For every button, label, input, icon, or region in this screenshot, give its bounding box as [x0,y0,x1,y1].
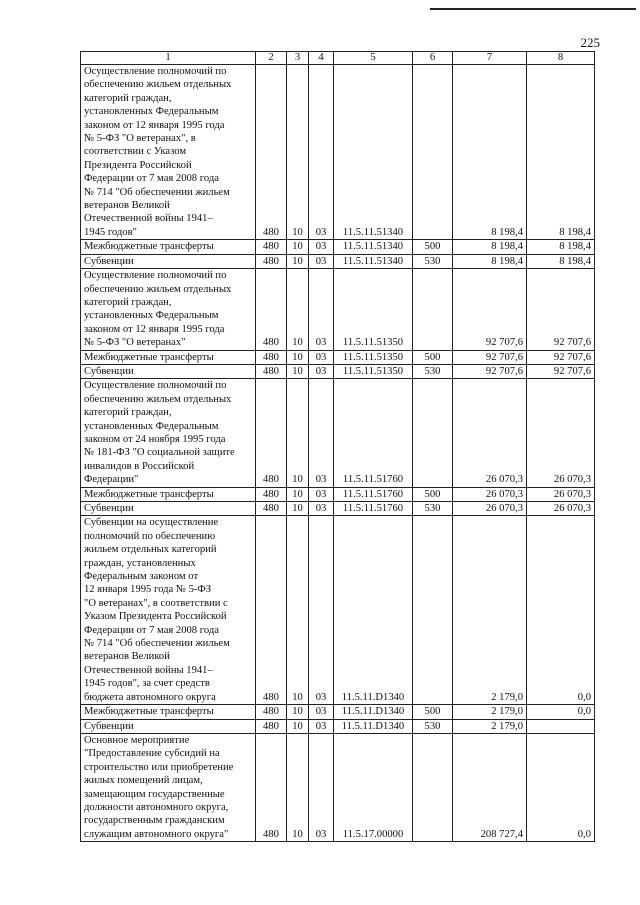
target-article-cell: 11.5.11.D1340 [334,705,413,719]
amount-cell-8: 26 070,3 [527,487,595,501]
code-cell: 480 [256,350,287,364]
expense-type-cell: 500 [413,350,453,364]
amount-cell-8 [527,719,595,733]
section-cell: 10 [287,240,309,254]
amount-cell-7: 26 070,3 [453,502,527,516]
code-cell: 480 [256,733,287,841]
table-header [81,52,595,65]
target-article-cell: 11.5.11.51760 [334,487,413,501]
code-cell: 480 [256,516,287,705]
amount-cell-8: 26 070,3 [527,379,595,487]
expense-type-cell: 530 [413,254,453,268]
row-name-cell: Основное мероприятие "Предоставление субсидий на строительство или приобретение жилых помещений лицам, замещающим государственные должности автономного округа, государственным гражданским служащим автономного округа" [81,733,256,841]
subsection-cell: 03 [309,719,334,733]
amount-cell-7: 26 070,3 [453,379,527,487]
subsection-cell: 03 [309,705,334,719]
expense-type-cell: 500 [413,487,453,501]
code-cell: 480 [256,379,287,487]
table-row [81,254,595,268]
code-cell: 480 [256,254,287,268]
expense-type-cell [413,65,453,240]
code-cell: 480 [256,65,287,240]
amount-cell-7: 26 070,3 [453,487,527,501]
amount-cell-8: 0,0 [527,516,595,705]
table-row [81,487,595,501]
table-row [81,379,595,487]
target-article-cell: 11.5.17.00000 [334,733,413,841]
expense-type-cell [413,269,453,350]
target-article-cell: 11.5.11.51340 [334,254,413,268]
row-name-cell: Межбюджетные трансферты [81,487,256,501]
target-article-cell: 11.5.11.51350 [334,269,413,350]
section-cell: 10 [287,350,309,364]
row-name-cell: Межбюджетные трансферты [81,705,256,719]
amount-cell-7: 2 179,0 [453,516,527,705]
row-name-cell: Субвенции [81,502,256,516]
expense-type-cell [413,379,453,487]
page-number: 225 [580,35,600,50]
target-article-cell: 11.5.11.51350 [334,350,413,364]
target-article-cell: 11.5.11.51340 [334,65,413,240]
column-header-4: 4 [309,52,334,65]
subsection-cell: 03 [309,364,334,378]
section-cell: 10 [287,502,309,516]
column-header-5: 5 [334,52,413,65]
subsection-cell: 03 [309,516,334,705]
table-row [81,733,595,841]
section-cell: 10 [287,733,309,841]
column-header-1: 1 [81,52,256,65]
code-cell: 480 [256,719,287,733]
row-name-cell: Межбюджетные трансферты [81,240,256,254]
expense-type-cell: 530 [413,364,453,378]
amount-cell-8: 0,0 [527,705,595,719]
section-cell: 10 [287,705,309,719]
table-row [81,269,595,350]
section-cell: 10 [287,379,309,487]
code-cell: 480 [256,705,287,719]
amount-cell-7: 8 198,4 [453,65,527,240]
subsection-cell: 03 [309,350,334,364]
row-name-cell: Субвенции на осуществление полномочий по обеспечению жильем отдельных категорий граждан, установленных Федеральным законом от 12 января 1995 года № 5-ФЗ "О ветеранах", в соответствии с Указом Президента Российской Федерации от 7 мая 2008 года № 714 "Об обеспечении жильем ветеранов Великой Отечественной войны 1941– 1945 годов", за счет средств бюджета автономного округа [81,516,256,705]
section-cell: 10 [287,719,309,733]
amount-cell-8: 8 198,4 [527,240,595,254]
table-body [81,65,595,842]
table-row [81,516,595,705]
table-row [81,364,595,378]
amount-cell-8: 8 198,4 [527,254,595,268]
amount-cell-7: 92 707,6 [453,269,527,350]
table-row [81,350,595,364]
row-name-cell: Осуществление полномочий по обеспечению жильем отдельных категорий граждан, установленных Федеральным законом от 24 ноября 1995 года № 181-ФЗ "О социальной защите инвалидов в Российской Федерации" [81,379,256,487]
amount-cell-8: 92 707,6 [527,350,595,364]
table-row [81,719,595,733]
table-row [81,705,595,719]
subsection-cell: 03 [309,502,334,516]
amount-cell-7: 92 707,6 [453,350,527,364]
target-article-cell: 11.5.11.51760 [334,379,413,487]
row-name-cell: Межбюджетные трансферты [81,350,256,364]
subsection-cell: 03 [309,269,334,350]
row-name-cell: Субвенции [81,719,256,733]
section-cell: 10 [287,516,309,705]
subsection-cell: 03 [309,65,334,240]
subsection-cell: 03 [309,733,334,841]
amount-cell-7: 2 179,0 [453,705,527,719]
target-article-cell: 11.5.11.51760 [334,502,413,516]
target-article-cell: 11.5.11.51340 [334,240,413,254]
expense-type-cell: 530 [413,719,453,733]
section-cell: 10 [287,65,309,240]
amount-cell-8: 26 070,3 [527,502,595,516]
table-row [81,502,595,516]
amount-cell-7: 2 179,0 [453,719,527,733]
row-name-cell: Осуществление полномочий по обеспечению жильем отдельных категорий граждан, установленных Федеральным законом от 12 января 1995 года № 5-ФЗ "О ветеранах" [81,269,256,350]
section-cell: 10 [287,364,309,378]
expense-type-cell [413,516,453,705]
expense-type-cell: 500 [413,705,453,719]
subsection-cell: 03 [309,240,334,254]
section-cell: 10 [287,254,309,268]
amount-cell-7: 92 707,6 [453,364,527,378]
row-name-cell: Осуществление полномочий по обеспечению жильем отдельных категорий граждан, установленных Федеральным законом от 12 января 1995 года № 5-ФЗ "О ветеранах", в соответствии с Указом Президента Российской Федерации от 7 мая 2008 года № 714 "Об обеспечении жильем ветеранов Великой Отечественной войны 1941– 1945 годов" [81,65,256,240]
column-header-3: 3 [287,52,309,65]
expense-type-cell: 500 [413,240,453,254]
column-header-8: 8 [527,52,595,65]
column-header-7: 7 [453,52,527,65]
subsection-cell: 03 [309,487,334,501]
amount-cell-8: 0,0 [527,733,595,841]
amount-cell-7: 208 727,4 [453,733,527,841]
expense-type-cell [413,733,453,841]
table-row [81,65,595,240]
code-cell: 480 [256,364,287,378]
section-cell: 10 [287,487,309,501]
target-article-cell: 11.5.11.51350 [334,364,413,378]
code-cell: 480 [256,269,287,350]
amount-cell-7: 8 198,4 [453,240,527,254]
header-row [81,52,595,65]
amount-cell-7: 8 198,4 [453,254,527,268]
subsection-cell: 03 [309,379,334,487]
section-cell: 10 [287,269,309,350]
top-rule [430,8,636,10]
target-article-cell: 11.5.11.D1340 [334,516,413,705]
code-cell: 480 [256,240,287,254]
target-article-cell: 11.5.11.D1340 [334,719,413,733]
amount-cell-8: 8 198,4 [527,65,595,240]
amount-cell-8: 92 707,6 [527,269,595,350]
table-row [81,240,595,254]
row-name-cell: Субвенции [81,364,256,378]
amount-cell-8: 92 707,6 [527,364,595,378]
column-header-6: 6 [413,52,453,65]
code-cell: 480 [256,487,287,501]
code-cell: 480 [256,502,287,516]
row-name-cell: Субвенции [81,254,256,268]
column-header-2: 2 [256,52,287,65]
budget-table [80,51,595,842]
subsection-cell: 03 [309,254,334,268]
expense-type-cell: 530 [413,502,453,516]
